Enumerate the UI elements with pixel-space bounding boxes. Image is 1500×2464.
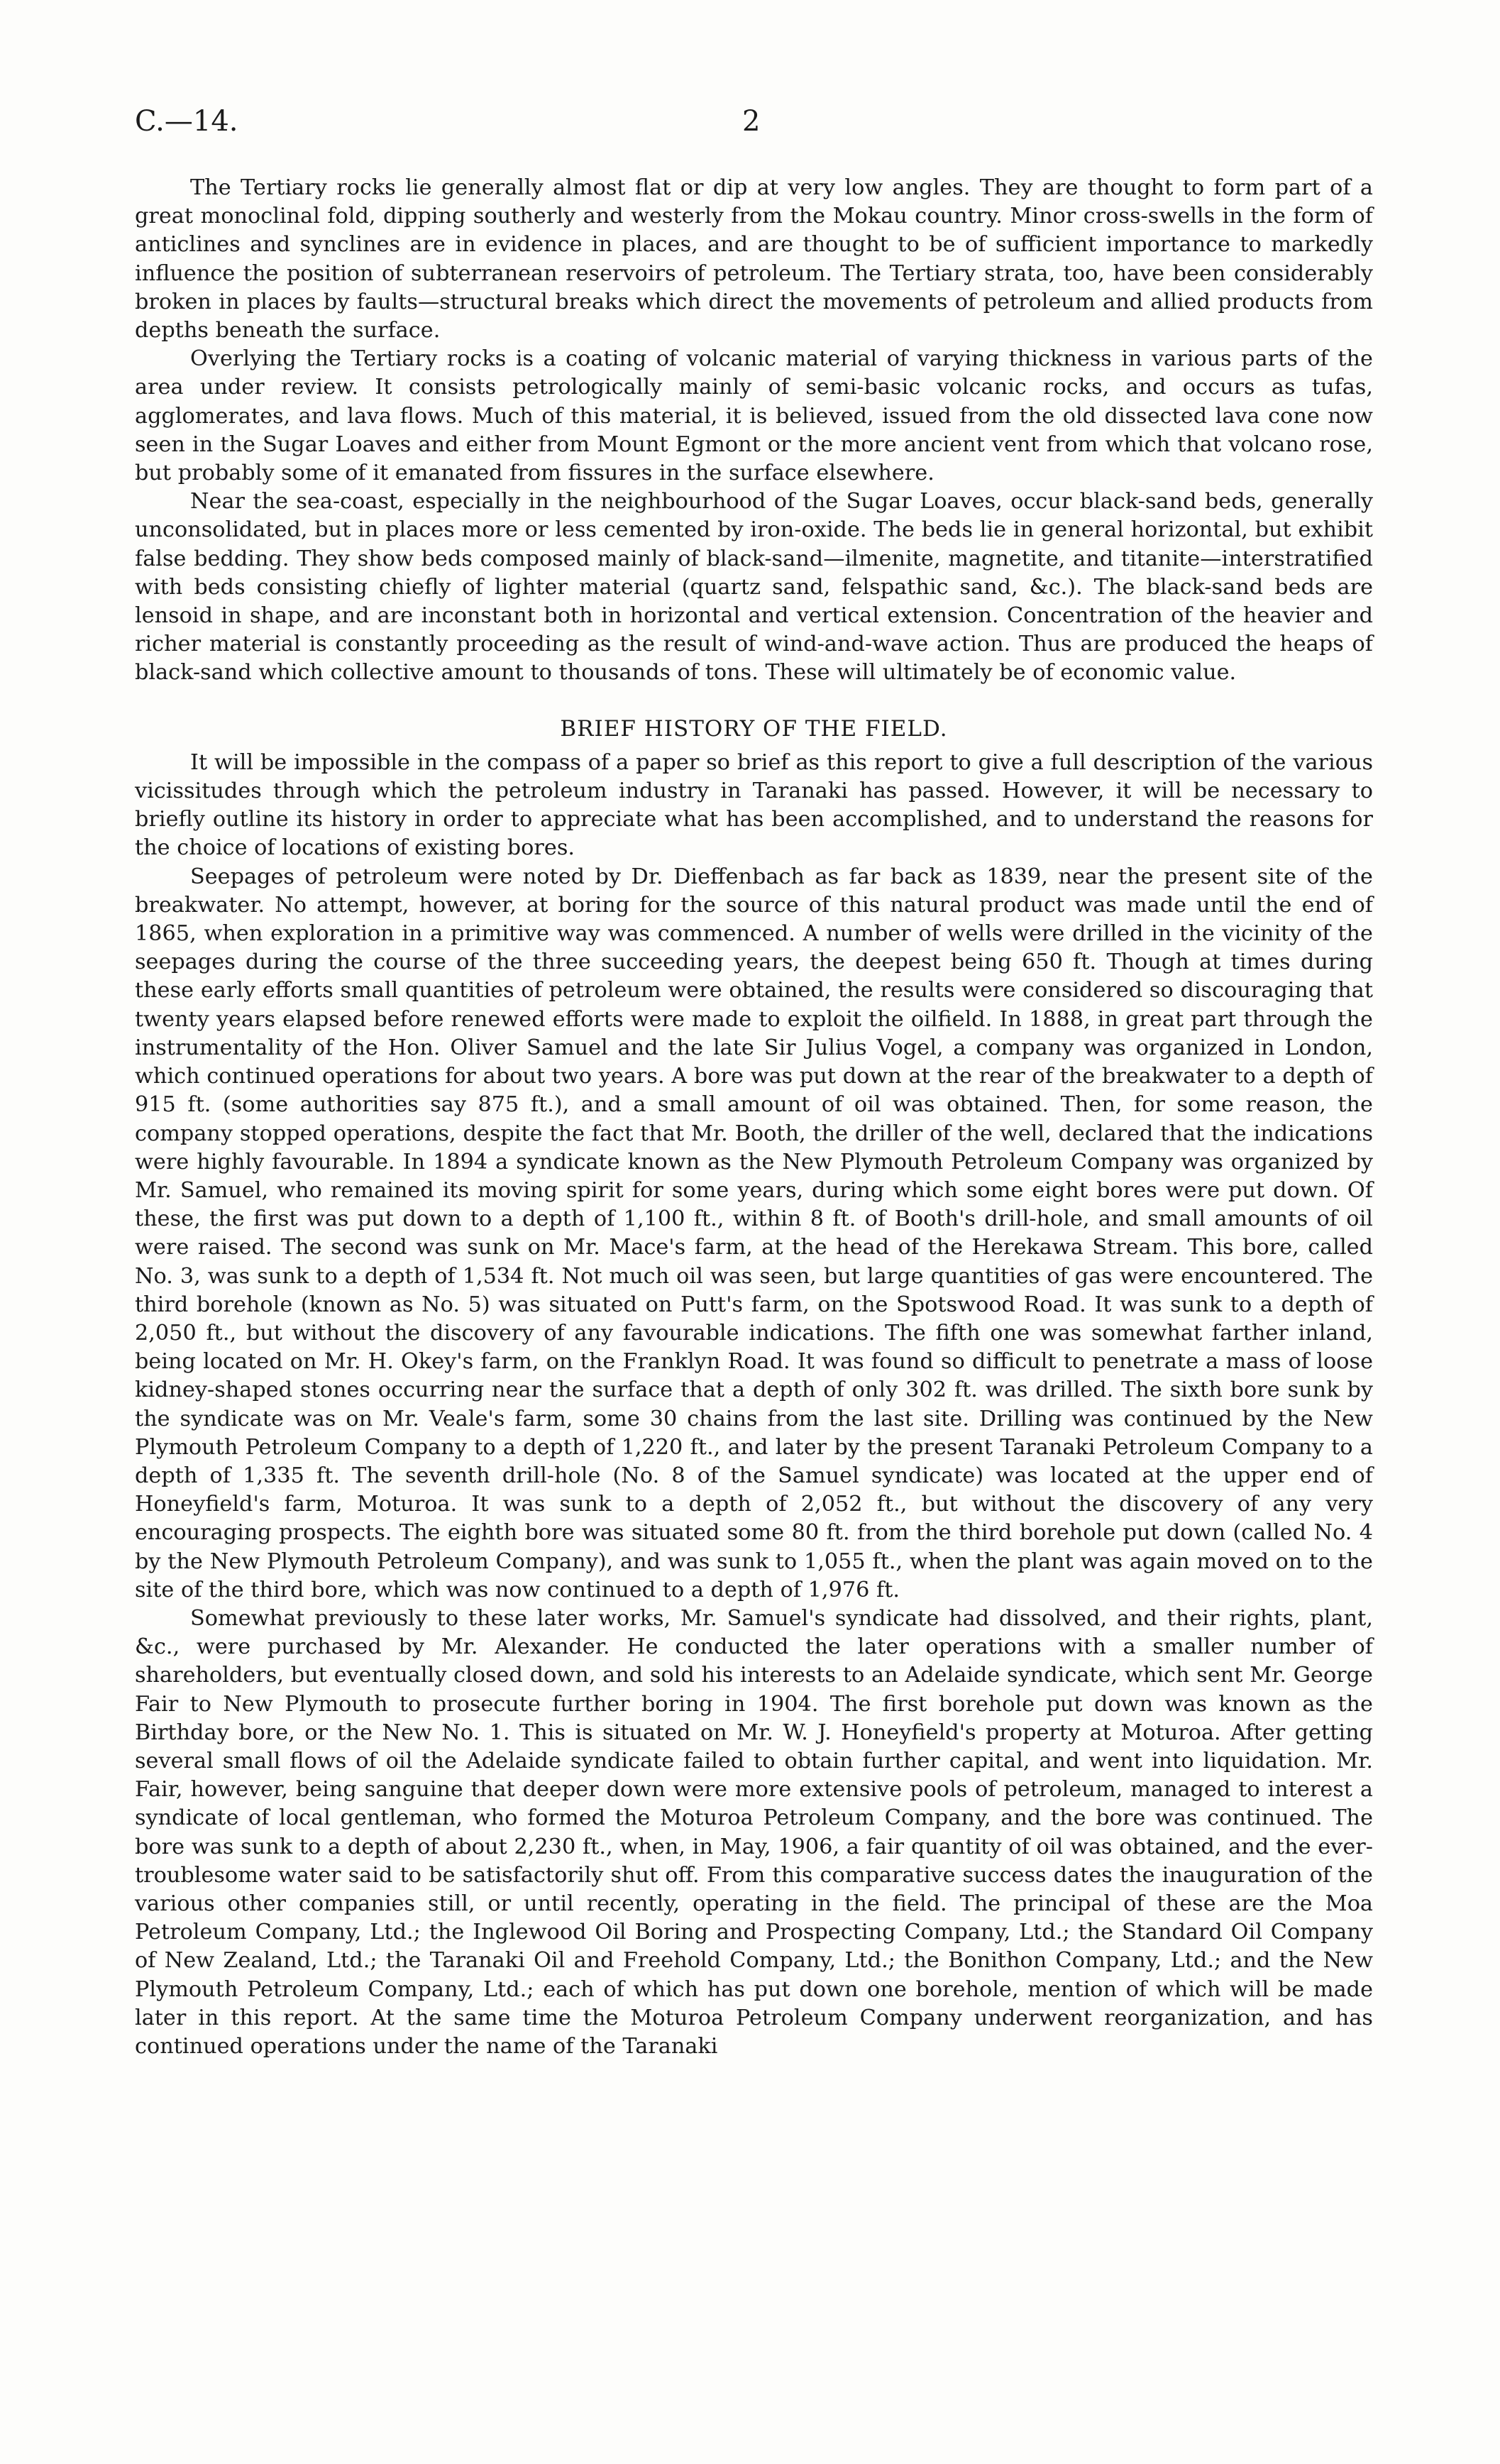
paragraph-later-companies: Somewhat previously to these later works, Mr. Samuel's syndicate had dissolved, and their rights, plant, &c., were purchased by Mr. Alexander. He conducted the later operations with a smaller number of shareholders, but eventually closed down, and sold his interests to an Adelaide syndicate, which sent Mr. George Fair to New Plymouth to prosecute further boring in 1904. The first borehole put down was known as the Birthday bore, or the New No. 1. This is situated on Mr. W. J. Honeyfield's property at Moturoa. After getting several small flows of oil the Adelaide syndicate failed to obtain further capital, and went into liquidation. Mr. Fair, however, being sanguine that deeper down were more extensive pools of petroleum, managed to interest a syndicate of local gentleman, who formed the Moturoa Petroleum Company, and the bore was continued. The bore was sunk to a depth of about 2,230 ft., when, in May, 1906, a fair quantity of oil was obtained, and the ever-troublesome water said to be satisfactorily shut off. From this comparative success dates the inauguration of the various other companies still, or until recently, operating in the field. The principal of these are the Moa Petroleum Company, Ltd.; the Inglewood Oil Boring and Prospecting Company, Ltd.; the Standard Oil Company of New Zealand, Ltd.; the Taranaki Oil and Freehold Company, Ltd.; the Bonithon Company, Ltd.; and the New Plymouth Petroleum Company, Ltd.; each of which has put down one borehole, mention of which will be made later in this report. At the same time the Moturoa Petroleum Company underwent reorganization, and has continued operations under the name of the Taranaki xyxy=(135,1605,1373,2059)
body-text xyxy=(135,174,1373,2061)
paragraph-black-sand: Near the sea-coast, especially in the neighbourhood of the Sugar Loaves, occur black-sand beds, generally unconsolidated, but in places more or less cemented by iron-oxide. The beds lie in general horizontal, but exhibit false bedding. They show beds composed mainly of black-sand—ilmenite, magnetite, and titanite—interstratified with beds consisting chiefly of lighter material (quartz sand, felspathic sand, &c.). The black-sand beds are lensoid in shape, and are inconstant both in horizontal and vertical extension. Concentration of the heavier and richer material is constantly proceeding as the result of wind-and-wave action. Thus are produced the heaps of black-sand which collective amount to thousands of tons. These will ultimately be of economic value. xyxy=(135,489,1373,686)
running-header xyxy=(135,105,1373,148)
document-reference: C.—14. xyxy=(135,105,238,138)
page-number: 2 xyxy=(742,105,761,138)
paragraph-history-intro: It will be impossible in the compass of a paper so brief as this report to give a full description of the various vicissitudes through which the petroleum industry in Taranaki has passed. However, it will be necessary to briefly outline its history in order to appreciate what has been accomplished, and to understand the reasons for the choice of locations of existing bores. xyxy=(135,749,1373,861)
paragraph-volcanic-coating: Overlying the Tertiary rocks is a coating of volcanic material of varying thickness in various parts of the area under review. It consists petrologically mainly of semi-basic volcanic rocks, and occurs as tufas, agglomerates, and lava flows. Much of this material, it is believed, issued from the old dissected lava cone now seen in the Sugar Loaves and either from Mount Egmont or the more ancient vent from which that volcano rose, but probably some of it emanated from fissures in the surface elsewhere. xyxy=(135,346,1373,486)
paragraph-early-bores: Seepages of petroleum were noted by Dr. Dieffenbach as far back as 1839, near the present site of the breakwater. No attempt, however, at boring for the source of this natural product was made until the end of 1865, when exploration in a primitive way was commenced. A number of wells were drilled in the vicinity of the seepages during the course of the three succeeding years, the deepest being 650 ft. Though at times during these early efforts small quantities of petroleum were obtained, the results were considered so discouraging that twenty years elapsed before renewed efforts were made to exploit the oilfield. In 1888, in great part through the instrumentality of the Hon. Oliver Samuel and the late Sir Julius Vogel, a company was organized in London, which continued operations for about two years. A bore was put down at the rear of the breakwater to a depth of 915 ft. (some authorities say 875 ft.), and a small amount of oil was obtained. Then, for some reason, the company stopped operations, despite the fact that Mr. Booth, the driller of the well, declared that the indications were highly favourable. In 1894 a syndicate known as the New Plymouth Petroleum Company was organized by Mr. Samuel, who remained its moving spirit for some years, during which some eight bores were put down. Of these, the first was put down to a depth of 1,100 ft., within 8 ft. of Booth's drill-hole, and small amounts of oil were raised. The second was sunk on Mr. Mace's farm, at the head of the Herekawa Stream. This bore, called No. 3, was sunk to a depth of 1,534 ft. Not much oil was seen, but large quantities of gas were encountered. The third borehole (known as No. 5) was situated on Putt's farm, on the Spotswood Road. It was sunk to a depth of 2,050 ft., but without the discovery of any favourable indications. The fifth one was somewhat farther inland, being located on Mr. H. Okey's farm, on the Franklyn Road. It was found so difficult to penetrate a mass of loose kidney-shaped stones occurring near the surface that a depth of only 302 ft. was drilled. The sixth bore sunk by the syndicate was on Mr. Veale's farm, some 30 chains from the last site. Drilling was continued by the New Plymouth Petroleum Company to a depth of 1,220 ft., and later by the present Taranaki Petroleum Company to a depth of 1,335 ft. The seventh drill-hole (No. 8 of the Samuel syndicate) was located at the upper end of Honeyfield's farm, Moturoa. It was sunk to a depth of 2,052 ft., but without the discovery of any very encouraging prospects. The eighth bore was situated some 80 ft. from the third borehole put down (called No. 4 by the New Plymouth Petroleum Company), and was sunk to 1,055 ft., when the plant was again moved on to the site of the third bore, which was now continued to a depth of 1,976 ft. xyxy=(135,864,1373,1602)
section-heading: BRIEF HISTORY OF THE FIELD. xyxy=(560,715,948,742)
paragraph-tertiary-rocks: The Tertiary rocks lie generally almost flat or dip at very low angles. They are thought to form part of a great monoclinal fold, dipping southerly and westerly from the Mokau country. Minor cross-swells in the form of anticlines and synclines are in evidence in places, and are thought to be of sufficient importance to markedly influence the position of subterranean reservoirs of petroleum. The Tertiary strata, too, have been considerably broken in places by faults—structural breaks which direct the movements of petroleum and allied products from depths beneath the surface. xyxy=(135,175,1373,343)
